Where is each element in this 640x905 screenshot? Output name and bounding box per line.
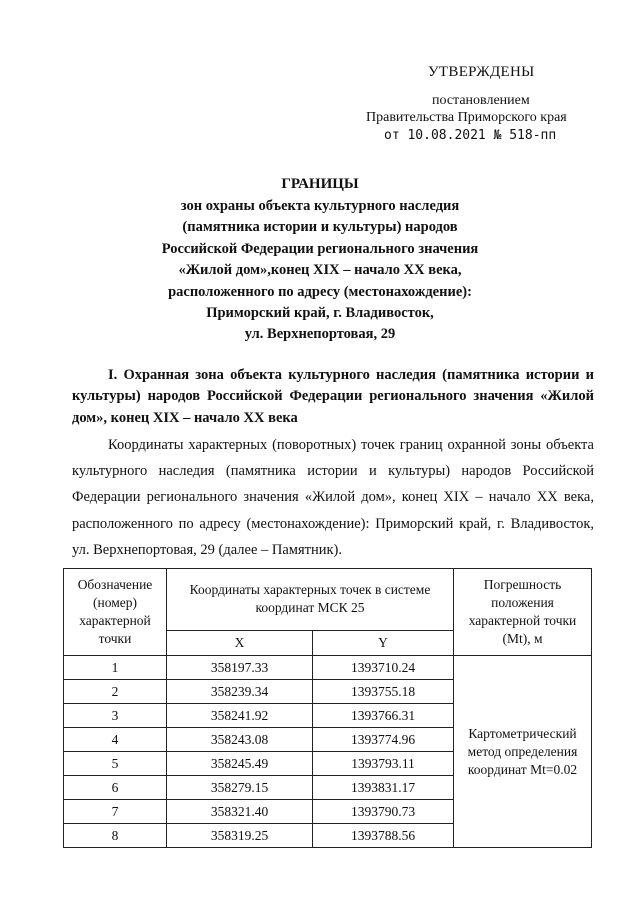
body-paragraph: Координаты характерных (поворотных) точек границ охранной зоны объекта культурного наследия (памятника истории и культуры) народов Российской Федерации регионального значения «Жилой дом», конец XIX – начало XX века, расположенного по адресу (местонахождение): Приморский край, г. Владивосток, ул. Верхнепортовая, 29 (далее – Памятник). bbox=[72, 437, 594, 558]
table-header-row bbox=[64, 569, 592, 631]
title-main: ГРАНИЦЫ bbox=[281, 176, 359, 192]
cell-number: 6 bbox=[64, 776, 167, 800]
coordinates-table bbox=[63, 568, 592, 848]
title-line: Приморский край, г. Владивосток, bbox=[206, 305, 434, 322]
cell-error-method: Картометрический метод определения координат Mt=0.02 bbox=[454, 656, 592, 848]
section-heading: I. Охранная зона объекта культурного наследия (памятника истории и культуры) народов Российской Федерации регионального значения «Жилой дом», конец XIX – начало XX века bbox=[72, 367, 594, 426]
cell-number: 3 bbox=[64, 704, 167, 728]
header-y: Y bbox=[313, 630, 454, 655]
cell-number: 7 bbox=[64, 800, 167, 824]
approval-label: УТВЕРЖДЕНЫ bbox=[428, 64, 535, 80]
header-error: Погрешность положения характерной точки (Mt), м bbox=[454, 569, 592, 656]
cell-x: 358279.15 bbox=[167, 776, 313, 800]
cell-y: 1393788.56 bbox=[313, 824, 454, 848]
cell-y: 1393774.96 bbox=[313, 728, 454, 752]
cell-y: 1393831.17 bbox=[313, 776, 454, 800]
cell-number: 1 bbox=[64, 656, 167, 680]
header-coordinates: Координаты характерных точек в системе координат МСК 25 bbox=[167, 569, 454, 631]
cell-y: 1393766.31 bbox=[313, 704, 454, 728]
header-point-number: Обозначение (номер) характерной точки bbox=[64, 569, 167, 656]
cell-x: 358321.40 bbox=[167, 800, 313, 824]
header-x: X bbox=[167, 630, 313, 655]
cell-y: 1393710.24 bbox=[313, 656, 454, 680]
cell-x: 358243.08 bbox=[167, 728, 313, 752]
cell-number: 4 bbox=[64, 728, 167, 752]
cell-number: 5 bbox=[64, 752, 167, 776]
document-title bbox=[120, 176, 520, 346]
approval-authority: Правительства Приморского края bbox=[366, 110, 567, 125]
title-line: зон охраны объекта культурного наследия bbox=[180, 198, 460, 214]
cell-x: 358239.34 bbox=[167, 680, 313, 704]
cell-y: 1393790.73 bbox=[313, 800, 454, 824]
title-line: (памятника истории и культуры) народов bbox=[182, 219, 458, 236]
cell-x: 358197.33 bbox=[167, 656, 313, 680]
cell-number: 8 bbox=[64, 824, 167, 848]
approval-date-number: от 10.08.2021 № 518-пп bbox=[384, 128, 557, 143]
title-line: расположенного по адресу (местонахождение): bbox=[168, 283, 472, 300]
cell-x: 358241.92 bbox=[167, 704, 313, 728]
table-row bbox=[64, 656, 592, 680]
title-line: ул. Верхнепортовая, 29 bbox=[244, 326, 396, 343]
title-line: Российской Федерации регионального значения bbox=[161, 240, 479, 257]
cell-y: 1393793.11 bbox=[313, 752, 454, 776]
title-line: «Жилой дом»,конец XIX – начало XX века, bbox=[178, 262, 462, 279]
cell-y: 1393755.18 bbox=[313, 680, 454, 704]
approval-resolution: постановлением bbox=[432, 93, 530, 108]
cell-number: 2 bbox=[64, 680, 167, 704]
cell-x: 358319.25 bbox=[167, 824, 313, 848]
cell-x: 358245.49 bbox=[167, 752, 313, 776]
